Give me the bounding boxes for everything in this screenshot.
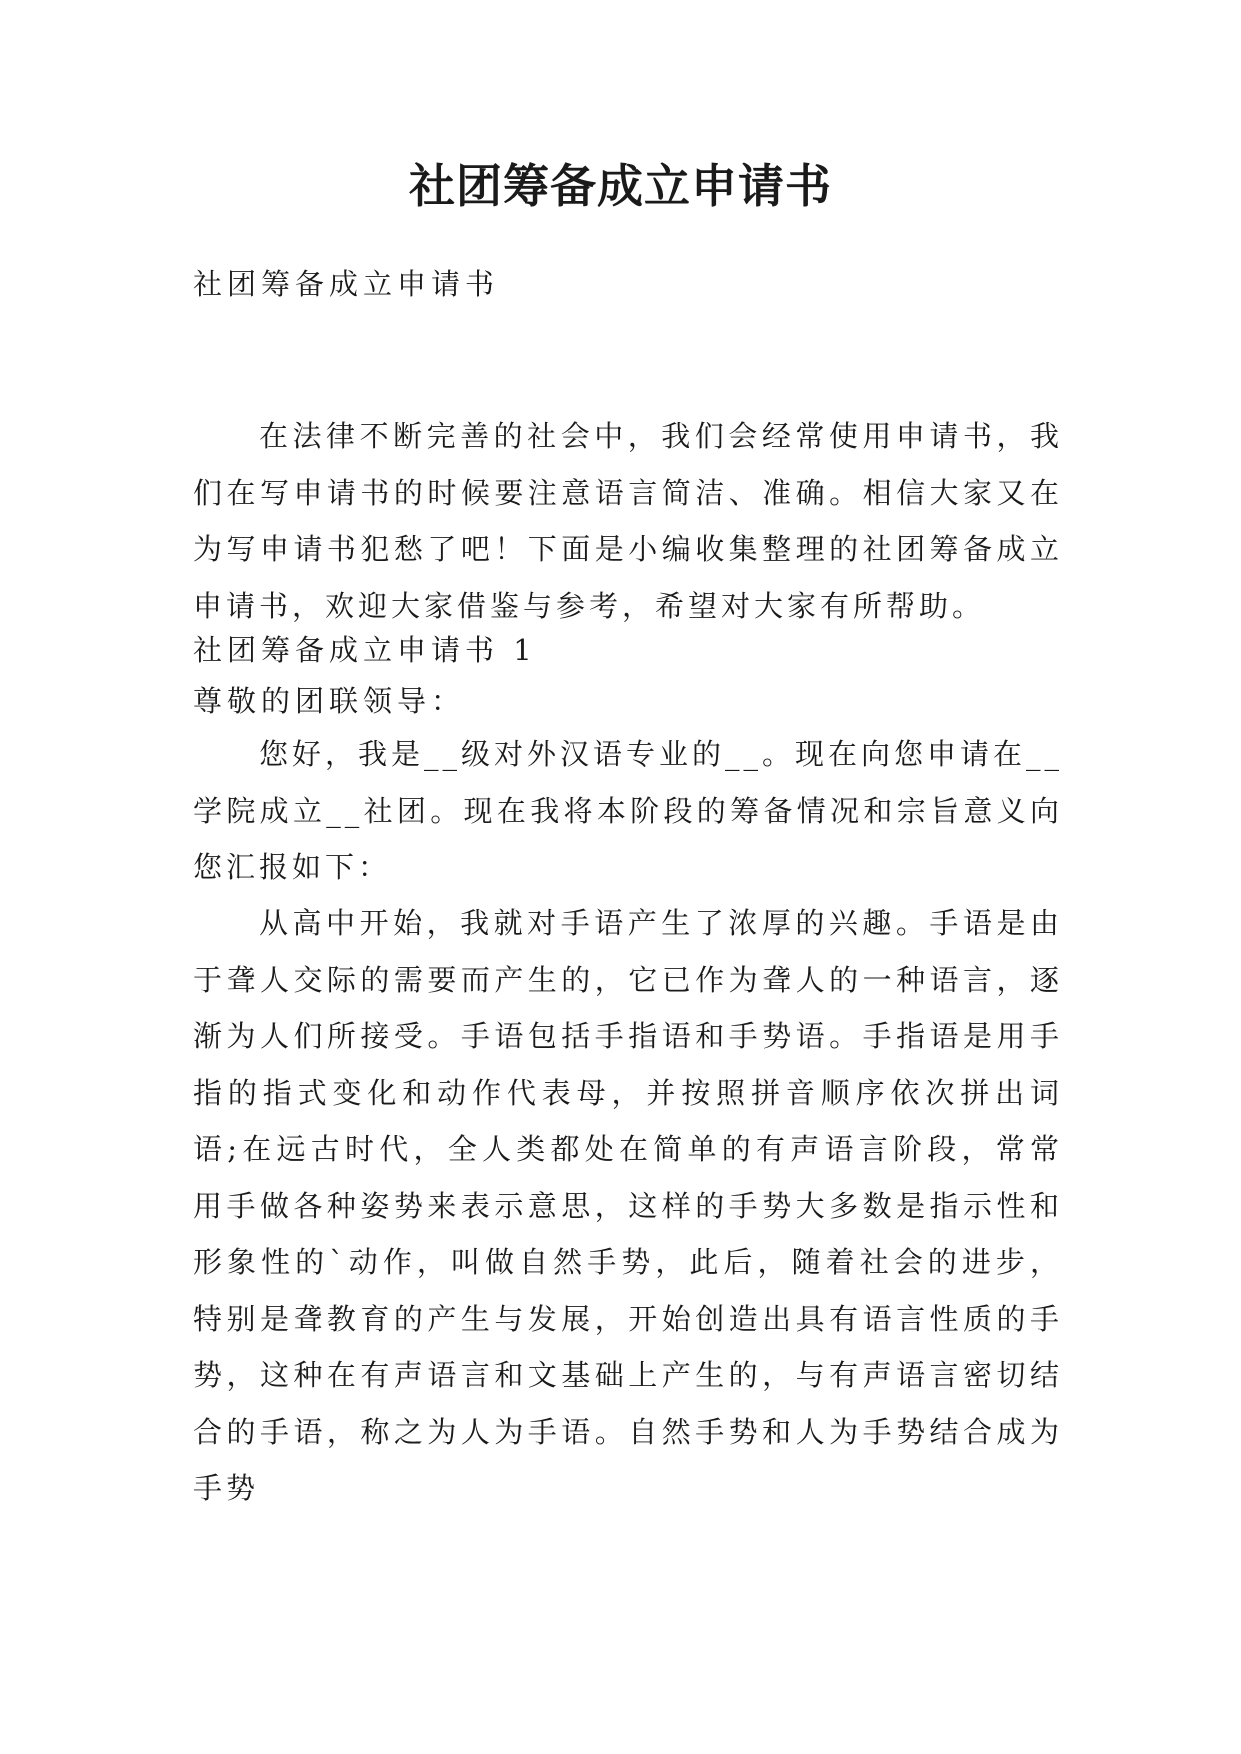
document-subtitle: 社团筹备成立申请书 [193,267,500,301]
salutation: 尊敬的团联领导： [193,684,466,718]
body-paragraph-2: 从高中开始，我就对手语产生了浓厚的兴趣。手语是由于聋人交际的需要而产生的，它已作为聋人的一种语言，逐渐为人们所接受。手语包括手指语和手势语。手指语是用手指的指式变化和动作代表母，并按照拼音顺序依次拼出词语;在远古时代，全人类都处在简单的有声语言阶段，常常用手做各种姿势来表示意思，这样的手势大多数是指示性和形象性的`动作，叫做自然手势，此后，随着社会的进步，特别是聋教育的产生与发展，开始创造出具有语言性质的手势，这种在有声语言和文基础上产生的，与有声语言密切结合的手语，称之为人为手语。自然手势和人为手势结合成为手势 [193,906,1063,1505]
section-heading: 社团筹备成立申请书 1 [193,633,537,667]
document-title: 社团筹备成立申请书 [409,159,832,213]
body-paragraph-1: 您好，我是__级对外汉语专业的__。现在向您申请在__学院成立__社团。现在我将本阶段的筹备情况和宗旨意义向您汇报如下： [193,737,1064,884]
intro-paragraph: 在法律不断完善的社会中，我们会经常使用申请书，我们在写申请书的时候要注意语言简洁、准确。相信大家又在为写申请书犯愁了吧！下面是小编收集整理的社团筹备成立申请书，欢迎大家借鉴与参考，希望对大家有所帮助。 [193,419,1063,623]
